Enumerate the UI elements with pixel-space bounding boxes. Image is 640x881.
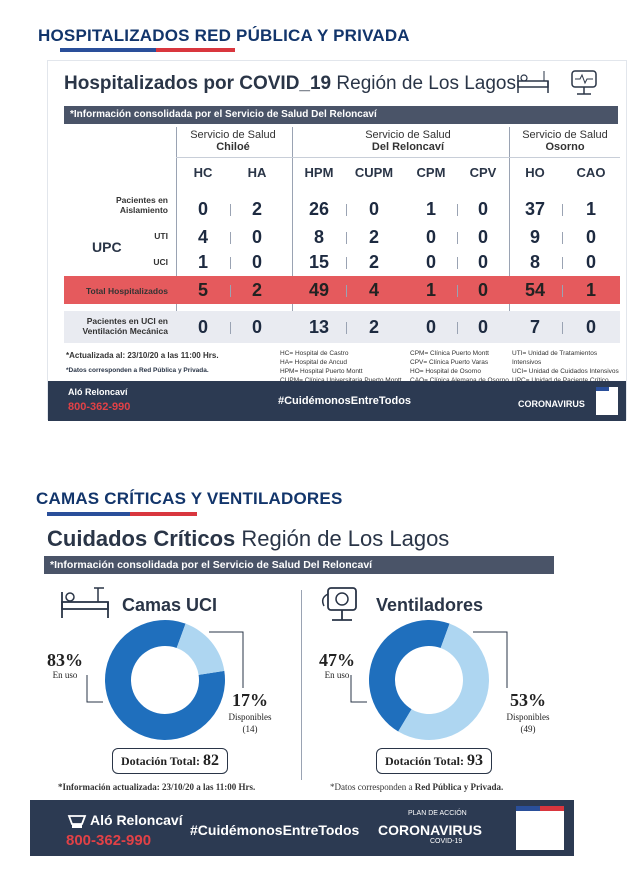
footer-phone: 800-362-990 — [68, 401, 131, 413]
footer-alo: Aló Reloncaví — [68, 387, 128, 397]
camas-free-pct: 17% — [232, 690, 268, 710]
cell-uci-cpv: 0 — [477, 252, 488, 272]
row-label-total: Total Hospitalizados — [85, 286, 168, 296]
col-header-ho: HO — [525, 165, 545, 180]
col-header-hpm: HPM — [304, 165, 334, 180]
cell-uti-hpm: 8 — [313, 227, 324, 247]
separator — [292, 127, 293, 337]
cell-divider — [562, 322, 563, 334]
cell-vent-ho: 7 — [529, 317, 540, 337]
legend-col2: CPM= Clínica Puerto Montt CPV= Clínica Puerto Varas HO= Hospital de Osorno — [410, 350, 489, 375]
camas-used-pct: 83% — [47, 650, 83, 670]
cell-divider — [346, 232, 347, 244]
cell-vent-ha: 0 — [251, 317, 262, 337]
row-label-uti: UTI — [154, 231, 168, 241]
col-header-cao: CAO — [576, 165, 606, 180]
card2-title: Cuidados Críticos Región de Los Lagos — [47, 526, 450, 551]
group-header-reloncavi: Servicio de Salud Del Reloncaví — [365, 129, 451, 153]
cell-vent-cpv: 0 — [477, 317, 488, 337]
cell-total-cao: 1 — [585, 280, 596, 300]
cell-vent-cpm: 0 — [425, 317, 436, 337]
cell-aislamiento-ha: 2 — [251, 199, 262, 219]
footer2-alo: Aló Reloncaví — [90, 812, 183, 828]
cell-divider — [346, 204, 347, 216]
cell-divider — [230, 285, 231, 297]
panel-divider — [301, 590, 302, 780]
hospitalized-card — [47, 60, 627, 420]
camas-used-label: En uso — [52, 670, 78, 680]
gov-logo — [596, 387, 618, 415]
cell-aislamiento-ho: 37 — [524, 199, 546, 219]
footer2-coronavirus: CORONAVIRUS — [378, 822, 482, 838]
legend-col1: HC= Hospital de Castro HA= Hospital de Ancud HPM= Hospital Puerto Montt — [280, 350, 363, 375]
footer2-plan-small: PLAN DE ACCIÓN — [408, 810, 467, 817]
legend-col3: UTI= Unidad de Tratamientos Intensivos UCI= Unidad de Cuidados Intensivos — [512, 350, 619, 375]
footer-coronavirus: CORONAVIRUS — [518, 399, 585, 409]
camas-free-count: (14) — [242, 724, 258, 734]
cell-uti-cao: 0 — [585, 227, 596, 247]
header-underline — [176, 157, 620, 158]
separator — [176, 127, 177, 337]
row-label-aislamiento: Pacientes en Aislamiento — [116, 195, 168, 215]
cell-vent-cao: 0 — [585, 317, 596, 337]
cell-divider — [230, 257, 231, 269]
group-header-chiloe: Servicio de Salud Chiloé — [190, 129, 276, 153]
cell-total-hc: 5 — [197, 280, 208, 300]
cell-aislamiento-hc: 0 — [197, 199, 208, 219]
cell-divider — [562, 257, 563, 269]
footer2-covid: COVID-19 — [430, 838, 463, 845]
vent-free-label: Disponibles — [506, 712, 550, 722]
card2-info-bar: *Información consolidada por el Servicio de Salud Del Reloncaví — [44, 556, 554, 574]
section1-title: HOSPITALIZADOS RED PÚBLICA Y PRIVADA — [38, 26, 410, 45]
group-header-osorno: Servicio de Salud Osorno — [522, 129, 608, 153]
section2-title: CAMAS CRÍTICAS Y VENTILADORES — [36, 489, 343, 508]
card1-footer — [48, 381, 626, 421]
cell-divider — [230, 322, 231, 334]
cell-uci-hpm: 15 — [308, 252, 330, 272]
cell-vent-hpm: 13 — [308, 317, 330, 337]
cell-vent-cupm: 2 — [368, 317, 379, 337]
cell-total-cpm: 1 — [425, 280, 436, 300]
footer2-hashtag: #CuidémonosEntreTodos — [190, 822, 360, 838]
cell-divider — [457, 204, 458, 216]
col-header-cpv: CPV — [469, 165, 497, 180]
col-header-cupm: CUPM — [354, 165, 394, 180]
cell-uti-hc: 4 — [197, 227, 208, 247]
vent-used-pct: 47% — [319, 650, 355, 670]
hospital-bed-icon — [514, 69, 554, 97]
cell-divider — [562, 232, 563, 244]
cell-divider — [457, 285, 458, 297]
cell-divider — [457, 232, 458, 244]
footer2-phone: 800-362-990 — [66, 832, 152, 849]
separator — [509, 127, 510, 337]
cell-aislamiento-cpm: 1 — [425, 199, 436, 219]
cell-uci-ho: 8 — [529, 252, 540, 272]
col-header-hc: HC — [193, 165, 213, 180]
cell-aislamiento-cpv: 0 — [477, 199, 488, 219]
card2-updated-note: *Información actualizada: 23/10/20 a las 11:00 Hrs. — [58, 782, 256, 792]
cell-uci-cao: 0 — [585, 252, 596, 272]
cell-divider — [346, 322, 347, 334]
flag-stripe-2 — [47, 512, 197, 516]
cell-divider — [562, 285, 563, 297]
cell-uti-cupm: 2 — [368, 227, 379, 247]
gov-logo-2 — [516, 806, 564, 850]
card2-footer — [30, 800, 574, 856]
cell-aislamiento-hpm: 26 — [308, 199, 330, 219]
cell-uci-hc: 1 — [197, 252, 208, 272]
card1-info-bar: *Información consolidada por el Servicio de Salud Del Reloncaví — [64, 106, 618, 124]
vent-total-box: Dotación Total: 93 — [376, 748, 492, 774]
col-header-cpm: CPM — [416, 165, 446, 180]
cell-divider — [230, 204, 231, 216]
flag-stripe — [60, 48, 235, 52]
vent-title: Ventiladores — [376, 595, 484, 615]
cell-divider — [346, 285, 347, 297]
row-label-vent: Pacientes en UCI en Ventilación Mecánica — [82, 316, 168, 336]
footer-hashtag: #CuidémonosEntreTodos — [278, 395, 412, 407]
cell-divider — [346, 257, 347, 269]
vent-free-pct: 53% — [510, 690, 546, 710]
cell-divider — [562, 204, 563, 216]
monitor-icon — [568, 67, 602, 97]
cell-total-ha: 2 — [251, 280, 262, 300]
cell-total-ho: 54 — [524, 280, 546, 300]
cell-uti-cpv: 0 — [477, 227, 488, 247]
vent-used-label: En uso — [324, 670, 350, 680]
cell-aislamiento-cupm: 0 — [368, 199, 379, 219]
cell-divider — [457, 322, 458, 334]
cell-uti-ha: 0 — [251, 227, 262, 247]
card2-data-note: *Datos corresponden a Red Pública y Privada. — [330, 782, 504, 792]
cell-divider — [230, 232, 231, 244]
cell-uti-cpm: 0 — [425, 227, 436, 247]
data-note: *Datos corresponden a Red Pública y Privada. — [66, 367, 209, 374]
cell-total-hpm: 49 — [308, 280, 330, 300]
cell-uci-cpm: 0 — [425, 252, 436, 272]
cell-uti-ho: 9 — [529, 227, 540, 247]
vent-free-count: (49) — [520, 724, 536, 734]
card1-title: Hospitalizados por COVID_19 Región de Los Lagos — [64, 73, 516, 94]
cell-aislamiento-cao: 1 — [585, 199, 596, 219]
cell-uci-cupm: 2 — [368, 252, 379, 272]
cell-divider — [457, 257, 458, 269]
camas-total-box: Dotación Total: 82 — [112, 748, 228, 774]
camas-free-label: Disponibles — [228, 712, 272, 722]
phone-icon — [66, 812, 88, 830]
cell-vent-hc: 0 — [197, 317, 208, 337]
row-label-uci: UCI — [153, 257, 168, 267]
cell-total-cpv: 0 — [477, 280, 488, 300]
cell-uci-ha: 0 — [251, 252, 262, 272]
row-label-upc: UPC — [92, 239, 122, 255]
updated-note: *Actualizada al: 23/10/20 a las 11:00 Hrs. — [66, 351, 219, 360]
camas-title: Camas UCI — [122, 595, 218, 615]
cell-total-cupm: 4 — [368, 280, 379, 300]
col-header-ha: HA — [247, 165, 267, 180]
camas-free-slice — [177, 624, 225, 675]
